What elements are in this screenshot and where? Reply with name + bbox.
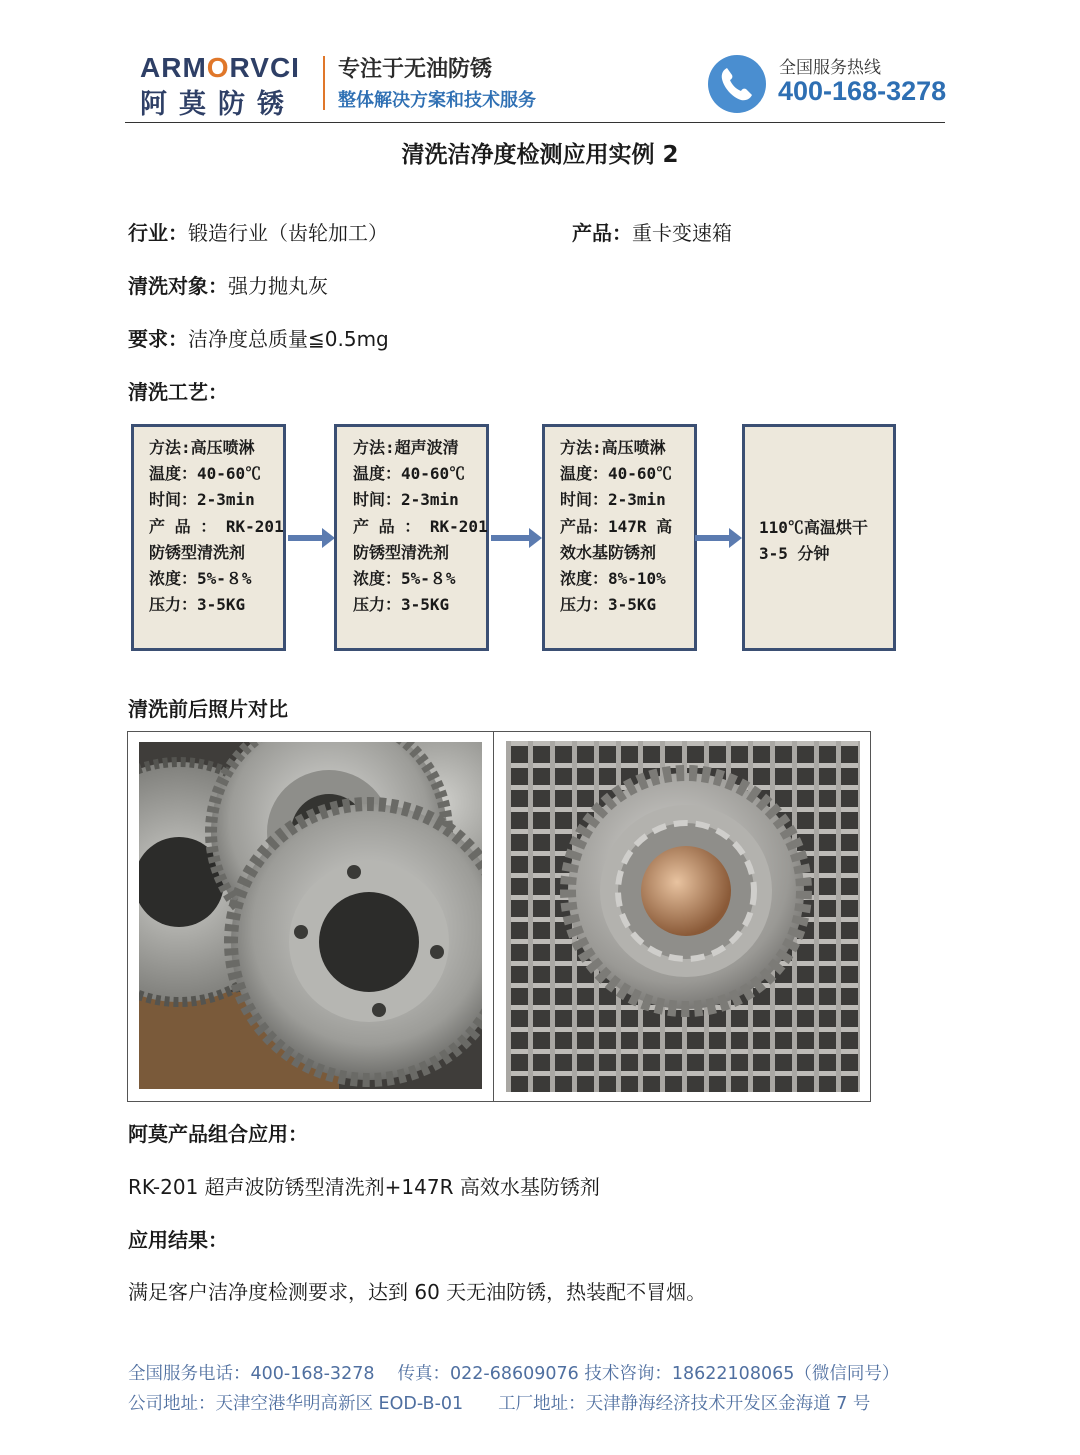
step-line: 产品：147R 高 (560, 516, 673, 536)
process-step-1 (131, 424, 286, 651)
step-line: 方法:高压喷淋 (560, 438, 666, 457)
process-step-4 (742, 424, 896, 651)
arrow-right-icon (491, 526, 543, 550)
step-line: 方法:高压喷淋 (149, 438, 255, 457)
footer-contact: 全国服务电话：400-168-3278 传真：022-68609076 技术咨询：18622108065（微信同号） (128, 1364, 900, 1384)
product-row: 产品：重卡变速箱 (572, 221, 732, 245)
step-line: 时间：2-3min (353, 490, 459, 510)
logo-english: ARMORVCI (140, 52, 300, 83)
step-line: 压力：3-5KG (149, 595, 246, 615)
slogan-line-1: 专注于无油防锈 (338, 57, 493, 82)
step-line: 产 品 ： RK-201 (353, 516, 488, 536)
step-line: 浓度：5%-８% (149, 569, 252, 589)
step-line: 浓度：5%-８% (353, 569, 456, 589)
hotline-label: 全国服务热线 (779, 58, 881, 78)
photos-heading: 清洗前后照片对比 (128, 697, 288, 721)
step-line: 压力：3-5KG (560, 595, 657, 615)
step-line: 产 品 ： RK-201 (149, 516, 284, 536)
before-cleaning-photo (139, 742, 482, 1089)
step-line: 温度：40-60℃ (149, 464, 262, 484)
photo-divider (493, 731, 494, 1102)
step-line: 效水基防锈剂 (560, 542, 657, 562)
step-line: 防锈型清洗剂 (149, 542, 246, 562)
requirement-row: 要求：洁净度总质量≦0.5mg (128, 327, 389, 351)
step-line: 3-5 分钟 (759, 544, 830, 564)
logo-chinese: 阿莫防锈 (140, 89, 296, 120)
step-line: 防锈型清洗剂 (353, 542, 450, 562)
step-line: 浓度：8%-10% (560, 569, 666, 589)
industry-row: 行业：锻造行业（齿轮加工） (128, 221, 388, 245)
step-line: 方法:超声波清 (353, 438, 459, 457)
page-title: 清洗洁净度检测应用实例 2 (401, 142, 679, 168)
process-step-2 (334, 424, 489, 651)
step-line: 温度：40-60℃ (560, 464, 673, 484)
footer-address: 公司地址：天津空港华明高新区 EOD-B-01 工厂地址：天津静海经济技术开发区金海道 7 号 (128, 1394, 871, 1414)
company-logo (140, 52, 320, 120)
step-line: 时间：2-3min (149, 490, 255, 510)
process-step-3 (542, 424, 697, 651)
result-text: 满足客户洁净度检测要求，达到 60 天无油防锈，热装配不冒烟。 (128, 1280, 707, 1304)
after-cleaning-photo (506, 741, 860, 1092)
header-divider (323, 56, 325, 110)
arrow-right-icon (695, 526, 743, 550)
clean-object-row: 清洗对象：强力抛丸灰 (128, 274, 328, 298)
step-line: 压力：3-5KG (353, 595, 450, 615)
logo-gear-icon: O (206, 52, 230, 83)
combo-text: RK-201 超声波防锈型清洗剂+147R 高效水基防锈剂 (128, 1175, 600, 1199)
process-heading: 清洗工艺： (128, 380, 228, 404)
phone-icon (707, 54, 767, 114)
hotline-number: 400-168-3278 (778, 76, 947, 106)
result-heading: 应用结果： (128, 1228, 228, 1252)
slogan-line-2: 整体解决方案和技术服务 (338, 90, 536, 111)
step-line: 时间：2-3min (560, 490, 666, 510)
header-rule (125, 122, 945, 123)
step-line: 温度：40-60℃ (353, 464, 466, 484)
combo-heading: 阿莫产品组合应用： (128, 1122, 308, 1146)
arrow-right-icon (288, 526, 336, 550)
step-line: 110℃高温烘干 (759, 518, 868, 537)
